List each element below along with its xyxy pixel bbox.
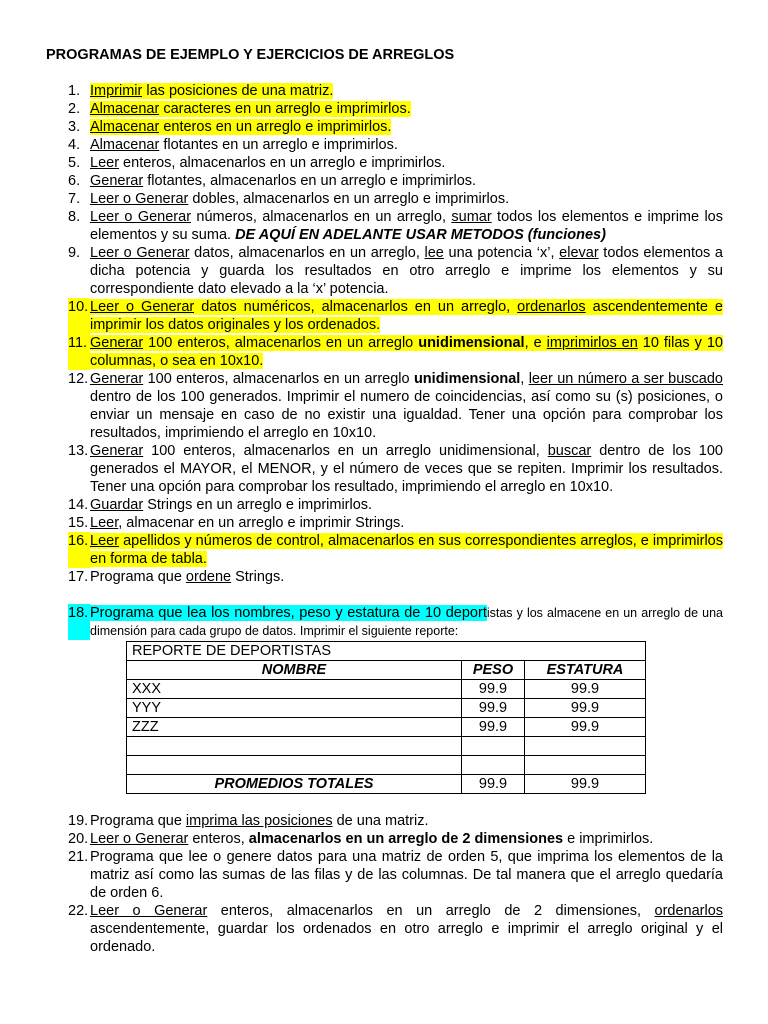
spacer [68,586,723,604]
item-text-segment: Generar [90,335,144,351]
item-text-segment: dentro de los 100 generados el MAYOR, el MENOR, y el número de veces que se repiten. Imprimir los resultados. Tener una opción para comprobar los resultado, imprimiendo el arreglo en 10x10. [90,443,723,495]
exercise-item-10 [68,298,723,334]
item-text-segment: Almacenar [90,137,160,153]
item-text-segment: dobles, almacenarlos en un arreglo e imprimirlos. [188,191,510,207]
item-text-segment: flotantes, almacenarlos en un arreglo e imprimirlos. [143,173,477,189]
item-text-segment: Leer o Generar [90,245,190,261]
item-text [90,812,723,830]
item-text-segment: enteros en un arreglo e imprimirlos. [159,119,392,135]
footer-estatura: 99.9 [525,775,646,794]
table-row [127,718,646,737]
item-number: 5. [68,155,81,171]
item-text-segment: Almacenar [90,101,160,117]
exercise-item-2 [68,100,723,118]
exercise-item-19 [68,812,723,830]
item-number: 17. [68,569,89,585]
item-text-segment: Generar [90,443,144,459]
item-text-segment: enteros, almacenarlos en un arreglo de 2 dimensiones, [207,903,655,919]
item-number: 19. [68,813,89,829]
cell-estatura: 99.9 [525,718,646,737]
item-text [90,154,723,172]
item-number: 21. [68,849,89,865]
exercise-item-1 [68,82,723,100]
item-number: 3. [68,119,81,135]
item-text-segment: ordenarlos [517,299,586,315]
item-text-segment: 100 enteros, almacenarlos en un arreglo unidimensional, [143,443,548,459]
item-text [90,902,723,956]
header-nombre: NOMBRE [127,661,462,680]
header-peso: PESO [462,661,525,680]
item-number: 6. [68,173,81,189]
item-text [90,532,723,568]
item-text-segment: caracteres en un arreglo e imprimirlos. [159,101,411,117]
item-number: 7. [68,191,81,207]
exercise-item-17 [68,568,723,586]
item-text [90,298,723,334]
item-number: 18. [68,604,90,640]
item-text-segment: todos los elementos e imprime los elementos y su suma. [90,209,723,243]
report-footer-row [127,775,646,794]
cell-estatura: 99.9 [525,680,646,699]
item-text [90,848,723,902]
cell-nombre [127,737,462,756]
item-text [90,442,723,496]
item-18-highlighted-text: Programa que lea los nombres, peso y estatura de 10 deport [90,605,487,621]
cell-nombre: YYY [127,699,462,718]
item-text-segment: Generar [90,173,144,189]
item-text-segment: de una matriz. [332,813,429,829]
report-header-row [127,661,646,680]
exercise-item-21 [68,848,723,902]
item-number: 15. [68,515,89,531]
item-number: 16. [68,532,90,568]
item-text-segment: Generar [90,371,144,387]
item-text-segment: , e [524,335,547,351]
report-table [126,641,646,794]
item-text-segment: , [520,371,529,387]
item-text [90,568,723,586]
item-text-segment: Programa que lee o genere datos para una matriz de orden 5, que imprima los elementos de la matriz así como las sumas de las filas y de las columnas. De tal manera que el arreglo quedaría de orden 6. [90,849,723,901]
item-text-segment: Leer [90,533,120,549]
item-text-segment: Programa que [90,569,186,585]
item-text-segment: imprimirlos en [546,335,638,351]
item-text [90,604,723,640]
exercise-item-3 [68,118,723,136]
exercise-item-7 [68,190,723,208]
item-text-segment: Leer o Generar [90,831,189,847]
item-number: 4. [68,137,81,153]
item-text-segment: elevar [559,245,599,261]
item-text [90,496,723,514]
exercise-item-8 [68,208,723,244]
item-text-segment: enteros, almacenarlos en un arreglo e imprimirlos. [119,155,446,171]
exercise-item-22 [68,902,723,956]
cell-estatura [525,756,646,775]
cell-peso: 99.9 [462,699,525,718]
item-text [90,208,723,244]
footer-label: PROMEDIOS TOTALES [127,775,462,794]
item-text [90,514,723,532]
item-text-segment: datos numéricos, almacenarlos en un arreglo, [194,299,518,315]
exercise-item-4 [68,136,723,154]
item-text-segment: todos elementos a dicha potencia y guarda los resultados en otro arreglo e imprime los elementos y su correspondiente dato elevado a la ‘x’ potencia. [90,245,723,297]
item-text-segment: almacenarlos en un arreglo de 2 dimensiones [248,831,564,847]
item-text [90,172,723,190]
table-row [127,756,646,775]
item-text-segment: enteros, [188,831,249,847]
exercise-item-20 [68,830,723,848]
cell-peso [462,756,525,775]
item-text-segment: Strings en un arreglo e imprimirlos. [143,497,373,513]
item-text-segment: buscar [547,443,592,459]
item-text-segment: números, almacenarlos en un arreglo, [191,209,452,225]
item-number: 12. [68,371,89,387]
item-text-segment: lee [424,245,444,261]
item-text-segment: ordene [185,569,232,585]
spacer [68,794,723,812]
item-number: 2. [68,101,81,117]
item-number: 11. [68,334,90,370]
item-text-segment: unidimensional [418,335,525,351]
item-text-segment: 10 filas y 10 columnas, o sea en 10x10. [90,335,723,369]
exercise-item-14 [68,496,723,514]
exercise-item-12 [68,370,723,442]
exercise-list-part-1 [68,82,723,586]
document-title: PROGRAMAS DE EJEMPLO Y EJERCICIOS DE ARREGLOS [46,47,455,63]
exercise-item-18 [68,604,723,640]
item-number: 13. [68,443,89,459]
exercise-list-part-2 [68,812,723,956]
exercise-item-9 [68,244,723,298]
item-text-segment: 100 enteros, almacenarlos en un arreglo [143,335,419,351]
item-text-segment: Guardar [90,497,144,513]
item-text-segment: Leer o Generar [90,299,195,315]
item-text-segment: dentro de los 100 generados. Imprimir el numero de coincidencias, así como su (s) posiciones, o enviar un mensaje en caso de no existir una igualdad. Tener una opción para comprobar los resultados, imprimiendo el arreglo en 10x10. [90,389,723,441]
exercise-item-13 [68,442,723,496]
cell-estatura: 99.9 [525,699,646,718]
cell-nombre [127,756,462,775]
item-text-segment: ascendentemente e imprimir los datos originales y los ordenados. [90,299,723,333]
report-caption-row [127,642,646,661]
table-row [127,737,646,756]
item-text-segment: ordenarlos [654,903,724,919]
item-text [90,244,723,298]
cell-nombre: XXX [127,680,462,699]
item-number: 14. [68,497,89,513]
item-number: 22. [68,903,89,919]
header-estatura: ESTATURA [525,661,646,680]
item-text-segment: Programa que [90,813,186,829]
item-text-segment: ascendentemente, guardar los ordenados en otro arreglo e imprimir el arreglo original y el ordenado. [90,921,723,955]
item-text-segment: Leer o Generar [90,209,192,225]
item-text-segment: sumar [451,209,492,225]
item-text-segment: datos, almacenarlos en un arreglo, [189,245,425,261]
item-number: 1. [68,83,81,99]
exercise-item-11 [68,334,723,370]
item-text [90,190,723,208]
table-row [127,699,646,718]
cell-peso [462,737,525,756]
item-text-segment: unidimensional [413,371,521,387]
item-text-segment: Strings. [231,569,285,585]
item-text-segment: , almacenar en un arreglo e imprimir Strings. [118,515,405,531]
table-row [127,680,646,699]
item-text-segment: flotantes en un arreglo e imprimirlos. [159,137,398,153]
item-text-segment: DE AQUÍ EN ADELANTE USAR METODOS (funciones) [235,227,606,243]
item-text [90,118,723,136]
item-text-segment: Leer o Generar [90,191,189,207]
item-text [90,370,723,442]
item-text-segment: Imprimir [90,83,143,99]
item-text [90,82,723,100]
item-number: 10. [68,298,90,334]
exercise-item-16 [68,532,723,568]
item-text-segment: Leer [90,155,120,171]
item-text-segment: Almacenar [90,119,160,135]
cell-peso: 99.9 [462,680,525,699]
item-number: 8. [68,209,81,225]
item-18-rest-text: istas y los almacene en un arreglo de una dimensión para cada grupo de datos. Imprimir el siguiente reporte: [90,606,723,638]
item-number: 9. [68,245,81,261]
report-caption: REPORTE DE DEPORTISTAS [127,642,646,661]
item-text [90,136,723,154]
cell-nombre: ZZZ [127,718,462,737]
exercise-item-6 [68,172,723,190]
item-text [90,830,723,848]
item-text-segment: las posiciones de una matriz. [142,83,334,99]
exercise-list [68,82,723,956]
item-text-segment: una potencia ‘x’, [443,245,560,261]
item-text [90,334,723,370]
cell-peso: 99.9 [462,718,525,737]
item-text-segment: 100 enteros, almacenarlos en un arreglo [143,371,414,387]
item-text-segment: leer un número a ser buscado [528,371,723,387]
item-text-segment: apellidos y números de control, almacenarlos en sus correspondientes arreglos, e imprimirlos en forma de tabla. [90,533,723,567]
item-text [90,100,723,118]
exercise-item-5 [68,154,723,172]
item-text-segment: Leer [90,515,119,531]
exercise-item-15 [68,514,723,532]
item-text-segment: Leer o Generar [90,903,208,919]
item-text-segment: e imprimirlos. [563,831,654,847]
item-number: 20. [68,831,89,847]
item-text-segment: imprima las posiciones [185,813,333,829]
cell-estatura [525,737,646,756]
footer-peso: 99.9 [462,775,525,794]
